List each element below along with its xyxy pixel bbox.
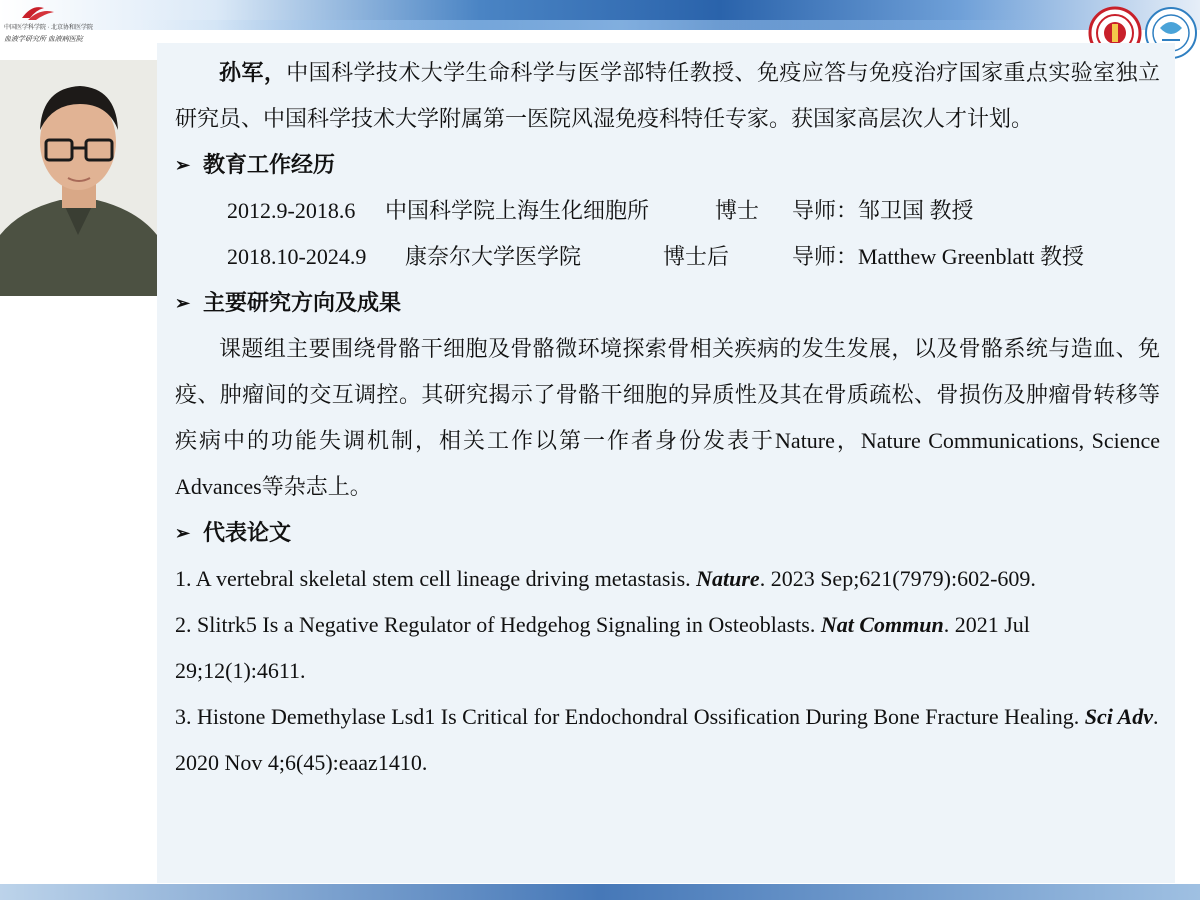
paper-journal: Sci Adv <box>1084 704 1153 729</box>
footer-banner <box>0 884 1200 900</box>
paper-item <box>175 694 1160 786</box>
education-degree: 博士 <box>715 198 760 223</box>
arrow-right-icon: ➢ <box>175 523 191 543</box>
institute-logo-icon <box>18 2 58 22</box>
education-row <box>175 188 1160 234</box>
section-papers-title: 代表论文 <box>203 520 292 545</box>
section-education <box>175 142 1160 188</box>
education-row <box>175 234 1160 280</box>
education-degree: 博士后 <box>663 244 730 269</box>
arrow-right-icon: ➢ <box>175 293 191 313</box>
education-advisor: 导师：Matthew Greenblatt 教授 <box>792 244 1085 269</box>
paper-title: 2. Slitrk5 Is a Negative Regulator of Hedgehog Signaling in Osteoblasts. <box>175 612 821 637</box>
education-advisor: 导师：邹卫国 教授 <box>792 198 974 223</box>
portrait-photo <box>0 60 157 296</box>
profile-text <box>175 50 1160 786</box>
top-banner <box>0 0 1200 30</box>
brand-line-2: 血液学研究所 血液病医院 <box>4 35 83 43</box>
paper-journal: Nat Commun <box>820 612 944 637</box>
paper-item <box>175 556 1160 602</box>
research-paragraph: 课题组主要围绕骨骼干细胞及骨骼微环境探索骨相关疾病的发生发展，以及骨骼系统与造血、免疫、肿瘤间的交互调控。其研究揭示了骨骼干细胞的异质性及其在骨质疏松、骨损伤及肿瘤骨转移等疾病中的功能失调机制，相关工作以第一作者身份发表于Nature，Nature Communications, Science Advances等杂志上。 <box>175 336 1160 499</box>
education-period: 2012.9-2018.6 <box>227 198 356 223</box>
section-research-title: 主要研究方向及成果 <box>203 290 402 315</box>
education-institution: 中国科学院上海生化细胞所 <box>385 198 650 223</box>
paper-citation: . 2021 Jul 29;12(1):4611. <box>175 612 1030 683</box>
intro-text: 中国科学技术大学生命科学与医学部特任教授、免疫应答与免疫治疗国家重点实验室独立研究员、中国科学技术大学附属第一医院风湿免疫科特任专家。获国家高层次人才计划。 <box>175 60 1160 131</box>
section-research <box>175 280 1160 326</box>
paper-title: 1. A vertebral skeletal stem cell lineage driving metastasis. <box>175 566 697 591</box>
arrow-right-icon: ➢ <box>175 155 191 175</box>
section-education-title: 教育工作经历 <box>203 152 336 177</box>
intro-paragraph <box>175 50 1160 142</box>
banner-highlight <box>140 20 1100 30</box>
institute-brand <box>4 2 124 46</box>
paper-citation: . 2020 Nov 4;6(45):eaaz1410. <box>175 704 1159 775</box>
education-institution: 康奈尔大学医学院 <box>405 244 582 269</box>
paper-item <box>175 602 1160 694</box>
education-period: 2018.10-2024.9 <box>227 244 367 269</box>
paper-title: 3. Histone Demethylase Lsd1 Is Critical for Endochondral Ossification During Bone Fracture Healing. <box>175 704 1085 729</box>
paper-journal: Nature <box>696 566 760 591</box>
section-papers <box>175 510 1160 556</box>
paper-citation: . 2023 Sep;621(7979):602-609. <box>759 566 1036 591</box>
brand-line-1: 中国医学科学院 · 北京协和医学院 <box>4 25 93 31</box>
person-name: 孙军， <box>219 60 287 85</box>
